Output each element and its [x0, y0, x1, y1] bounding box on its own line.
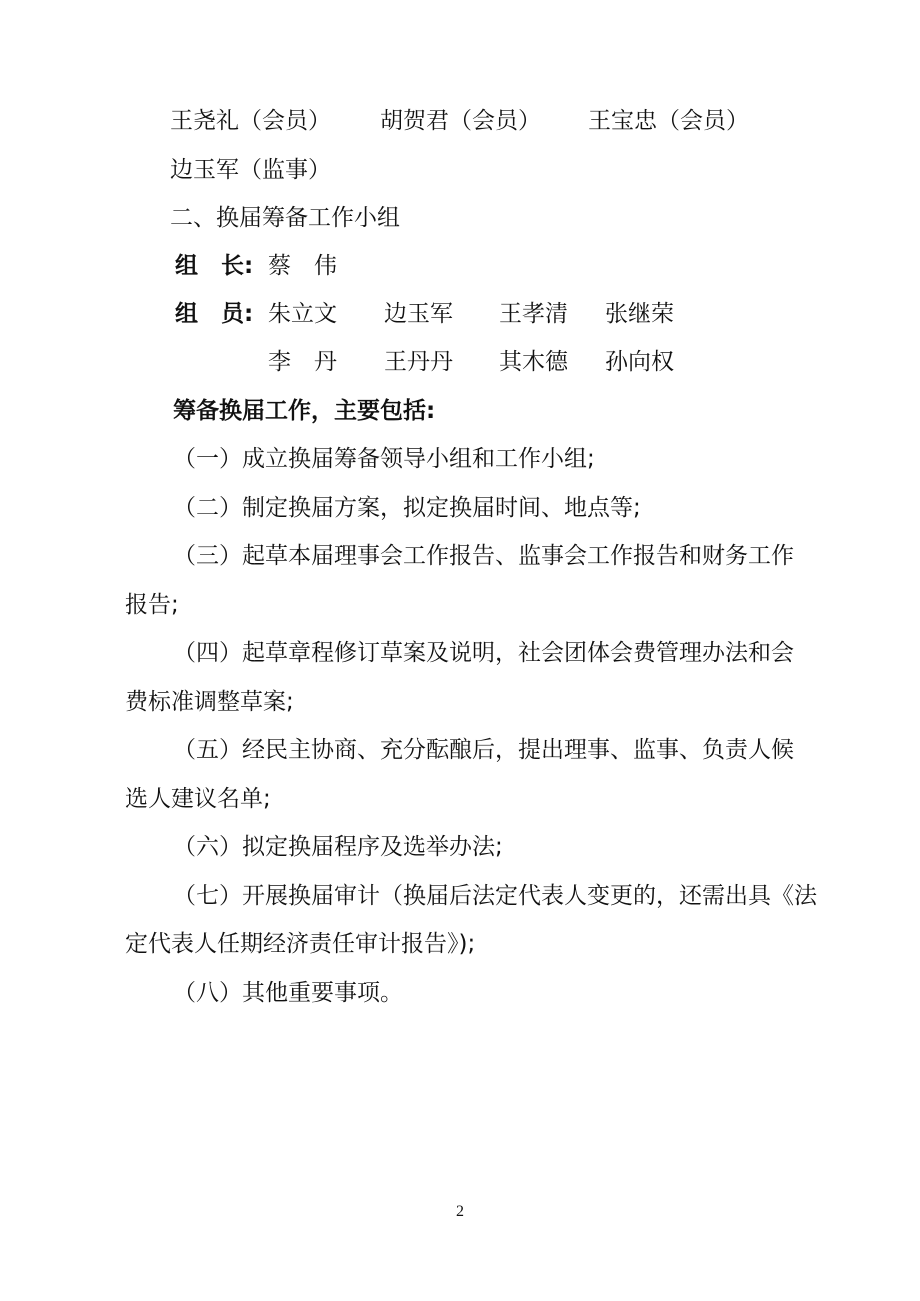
- member-name: 李 丹: [268, 349, 337, 375]
- task-item-continuation: 费标准调整草案;: [125, 689, 294, 715]
- task-item: （二）制定换届方案，拟定换届时间、地点等;: [173, 495, 641, 521]
- member-name: 王孝清: [499, 301, 568, 327]
- members-label: 组 员:: [175, 301, 254, 327]
- member-name: 胡贺君（会员）: [380, 108, 541, 134]
- section-heading: 二、换届筹备工作小组: [170, 205, 400, 231]
- task-item: （七）开展换届审计（换届后法定代表人变更的，还需出具《法: [173, 883, 817, 909]
- member-name: 朱立文: [268, 301, 337, 327]
- leader-name: 蔡 伟: [268, 253, 337, 279]
- task-item: （一）成立换届筹备领导小组和工作小组;: [173, 446, 595, 472]
- member-name: 王尧礼（会员）: [170, 108, 331, 134]
- member-name: 其木德: [499, 349, 568, 375]
- member-name: 王丹丹: [384, 349, 453, 375]
- member-name: 边玉军: [384, 301, 453, 327]
- task-item: （八）其他重要事项。: [173, 980, 403, 1006]
- task-item-continuation: 选人建议名单;: [125, 786, 271, 812]
- task-item: （六）拟定换届程序及选举办法;: [173, 834, 503, 860]
- member-name: 张继荣: [605, 301, 674, 327]
- task-item: （四）起草章程修订草案及说明，社会团体会费管理办法和会: [173, 640, 794, 666]
- task-item: （三）起草本届理事会工作报告、监事会工作报告和财务工作: [173, 543, 794, 569]
- page-number: 2: [456, 1203, 464, 1220]
- task-item-continuation: 报告;: [125, 592, 179, 618]
- task-item: （五）经民主协商、充分酝酿后，提出理事、监事、负责人候: [173, 737, 794, 763]
- leader-label: 组 长:: [175, 253, 254, 279]
- task-item-continuation: 定代表人任期经济责任审计报告》);: [125, 931, 476, 957]
- tasks-intro: 筹备换届工作，主要包括:: [173, 398, 436, 424]
- member-name: 王宝忠（会员）: [588, 108, 749, 134]
- member-name: 孙向权: [605, 349, 674, 375]
- member-name: 边玉军（监事）: [170, 157, 331, 183]
